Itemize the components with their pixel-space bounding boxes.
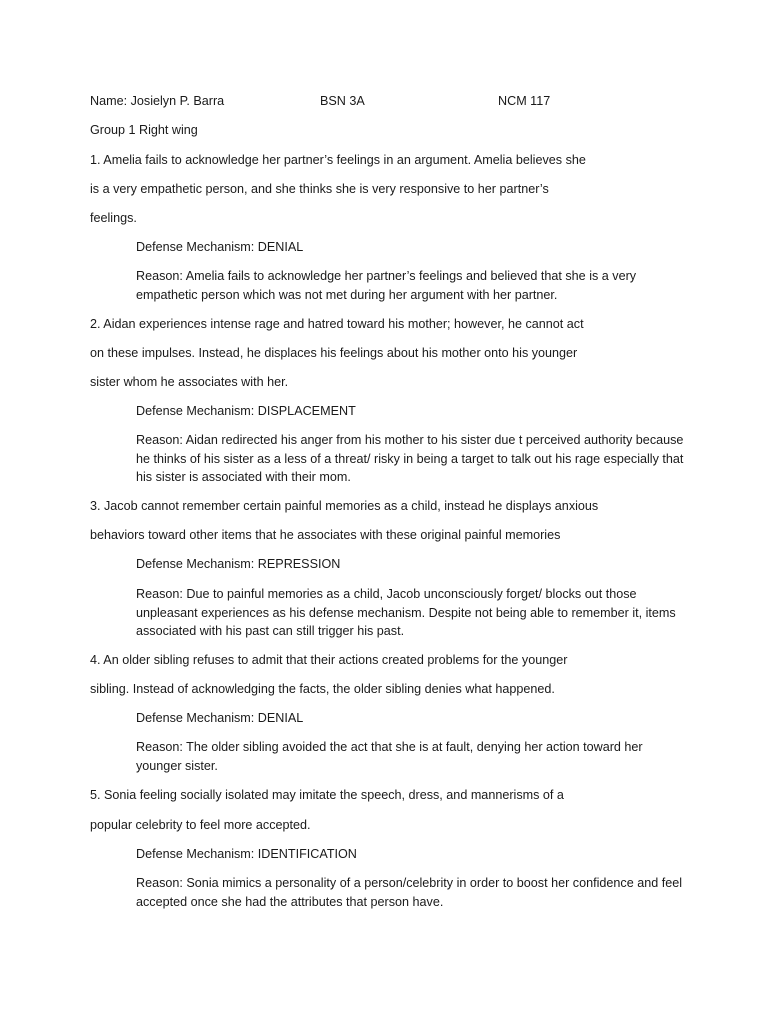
reason-paragraph: Reason: Amelia fails to acknowledge her partner’s feelings and believed that she is a very empathetic person which was not met during her argument with her partner. [136, 269, 637, 302]
defense-mechanism: Defense Mechanism: IDENTIFICATION [136, 847, 357, 861]
section-label: BSN 3A [320, 94, 365, 108]
reason-paragraph: Reason: Due to painful memories as a child, Jacob unconsciously forget/ blocks out those unpleasant experiences as his defense mechanism. Despite not being able to remember it, items associated with his past can still trigger his past. [136, 587, 676, 638]
student-name: Name: Josielyn P. Barra [90, 94, 225, 108]
course-code: NCM 117 [498, 94, 551, 108]
defense-mechanism: Defense Mechanism: DISPLACEMENT [136, 404, 356, 418]
defense-mechanism: Defense Mechanism: REPRESSION [136, 557, 341, 571]
reason-paragraph: Reason: Aidan redirected his anger from his mother to his sister due t perceived authority because he thinks of his sister as a less of a threat/ risky in being a target to talk out his rage especially that his sister is associated with their mom. [136, 433, 684, 484]
question-line: 4. An older sibling refuses to admit that their actions created problems for the younger [90, 653, 568, 667]
defense-mechanism: Defense Mechanism: DENIAL [136, 240, 304, 254]
question-line: feelings. [90, 211, 137, 225]
question-line: is a very empathetic person, and she thinks she is very responsive to her partner’s [90, 182, 549, 196]
defense-mechanism: Defense Mechanism: DENIAL [136, 711, 304, 725]
question-line: sister whom he associates with her. [90, 375, 289, 389]
reason-paragraph: Reason: The older sibling avoided the act that she is at fault, denying her action toward her younger sister. [136, 740, 643, 773]
question-line: on these impulses. Instead, he displaces his feelings about his mother onto his younger [90, 346, 578, 360]
question-line: 2. Aidan experiences intense rage and hatred toward his mother; however, he cannot act [90, 317, 584, 331]
question-line: behaviors toward other items that he associates with these original painful memories [90, 528, 561, 542]
question-line: sibling. Instead of acknowledging the facts, the older sibling denies what happened. [90, 682, 555, 696]
question-line: 5. Sonia feeling socially isolated may imitate the speech, dress, and mannerisms of a [90, 788, 564, 802]
group-label: Group 1 Right wing [90, 123, 198, 137]
question-line: 3. Jacob cannot remember certain painful memories as a child, instead he displays anxious [90, 499, 599, 513]
question-line: popular celebrity to feel more accepted. [90, 818, 311, 832]
reason-paragraph: Reason: Sonia mimics a personality of a person/celebrity in order to boost her confidence and feel accepted once she had the attributes that person have. [136, 876, 683, 909]
question-line: 1. Amelia fails to acknowledge her partner’s feelings in an argument. Amelia believes she [90, 153, 586, 167]
